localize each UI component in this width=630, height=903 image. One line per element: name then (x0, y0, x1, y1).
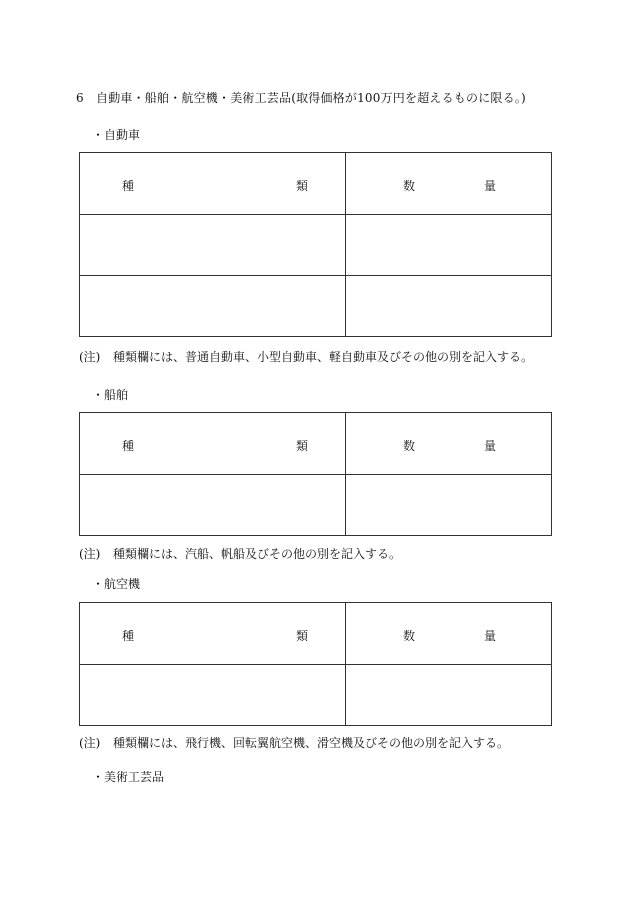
quantity-header: 数 量 (346, 153, 552, 215)
aircraft-header-row (80, 603, 552, 665)
aircraft-note (79, 734, 509, 751)
kind-header: 種 類 (80, 603, 346, 665)
artworks-label: ・美術工芸品 (92, 770, 165, 784)
table-row (80, 665, 552, 726)
note-text: 種類欄には、普通自動車、小型自動車、軽自動車及びその他の別を記入する。 (113, 350, 534, 364)
ships-label: ・船舶 (92, 388, 129, 402)
kind-cell[interactable] (80, 665, 346, 726)
ships-note (79, 545, 401, 562)
aircraft-label: ・航空機 (92, 577, 141, 591)
ships-table (79, 412, 552, 536)
cars-label: ・自動車 (92, 128, 141, 142)
quantity-cell[interactable] (346, 475, 552, 536)
section-heading (76, 89, 526, 106)
kind-cell[interactable] (80, 475, 346, 536)
kind-header: 種 類 (80, 153, 346, 215)
cars-header-row (80, 153, 552, 215)
quantity-cell[interactable] (346, 665, 552, 726)
table-row (80, 276, 552, 337)
note-label: (注) (79, 547, 101, 561)
table-row (80, 215, 552, 276)
note-text: 種類欄には、汽船、帆船及びその他の別を記入する。 (113, 547, 402, 561)
ships-header-row (80, 413, 552, 475)
section-number: 6 (76, 91, 84, 105)
quantity-cell[interactable] (346, 215, 552, 276)
quantity-cell[interactable] (346, 276, 552, 337)
cars-table (79, 152, 552, 337)
kind-header: 種 類 (80, 413, 346, 475)
note-label: (注) (79, 736, 101, 750)
kind-cell[interactable] (80, 215, 346, 276)
section-title: 自動車・船舶・航空機・美術工芸品(取得価格が100万円を超えるものに限る。) (96, 91, 526, 105)
quantity-header: 数 量 (346, 603, 552, 665)
kind-cell[interactable] (80, 276, 346, 337)
note-label: (注) (79, 350, 101, 364)
quantity-header: 数 量 (346, 413, 552, 475)
cars-note (79, 348, 533, 365)
aircraft-table (79, 602, 552, 726)
table-row (80, 475, 552, 536)
note-text: 種類欄には、飛行機、回転翼航空機、滑空機及びその他の別を記入する。 (113, 736, 510, 750)
